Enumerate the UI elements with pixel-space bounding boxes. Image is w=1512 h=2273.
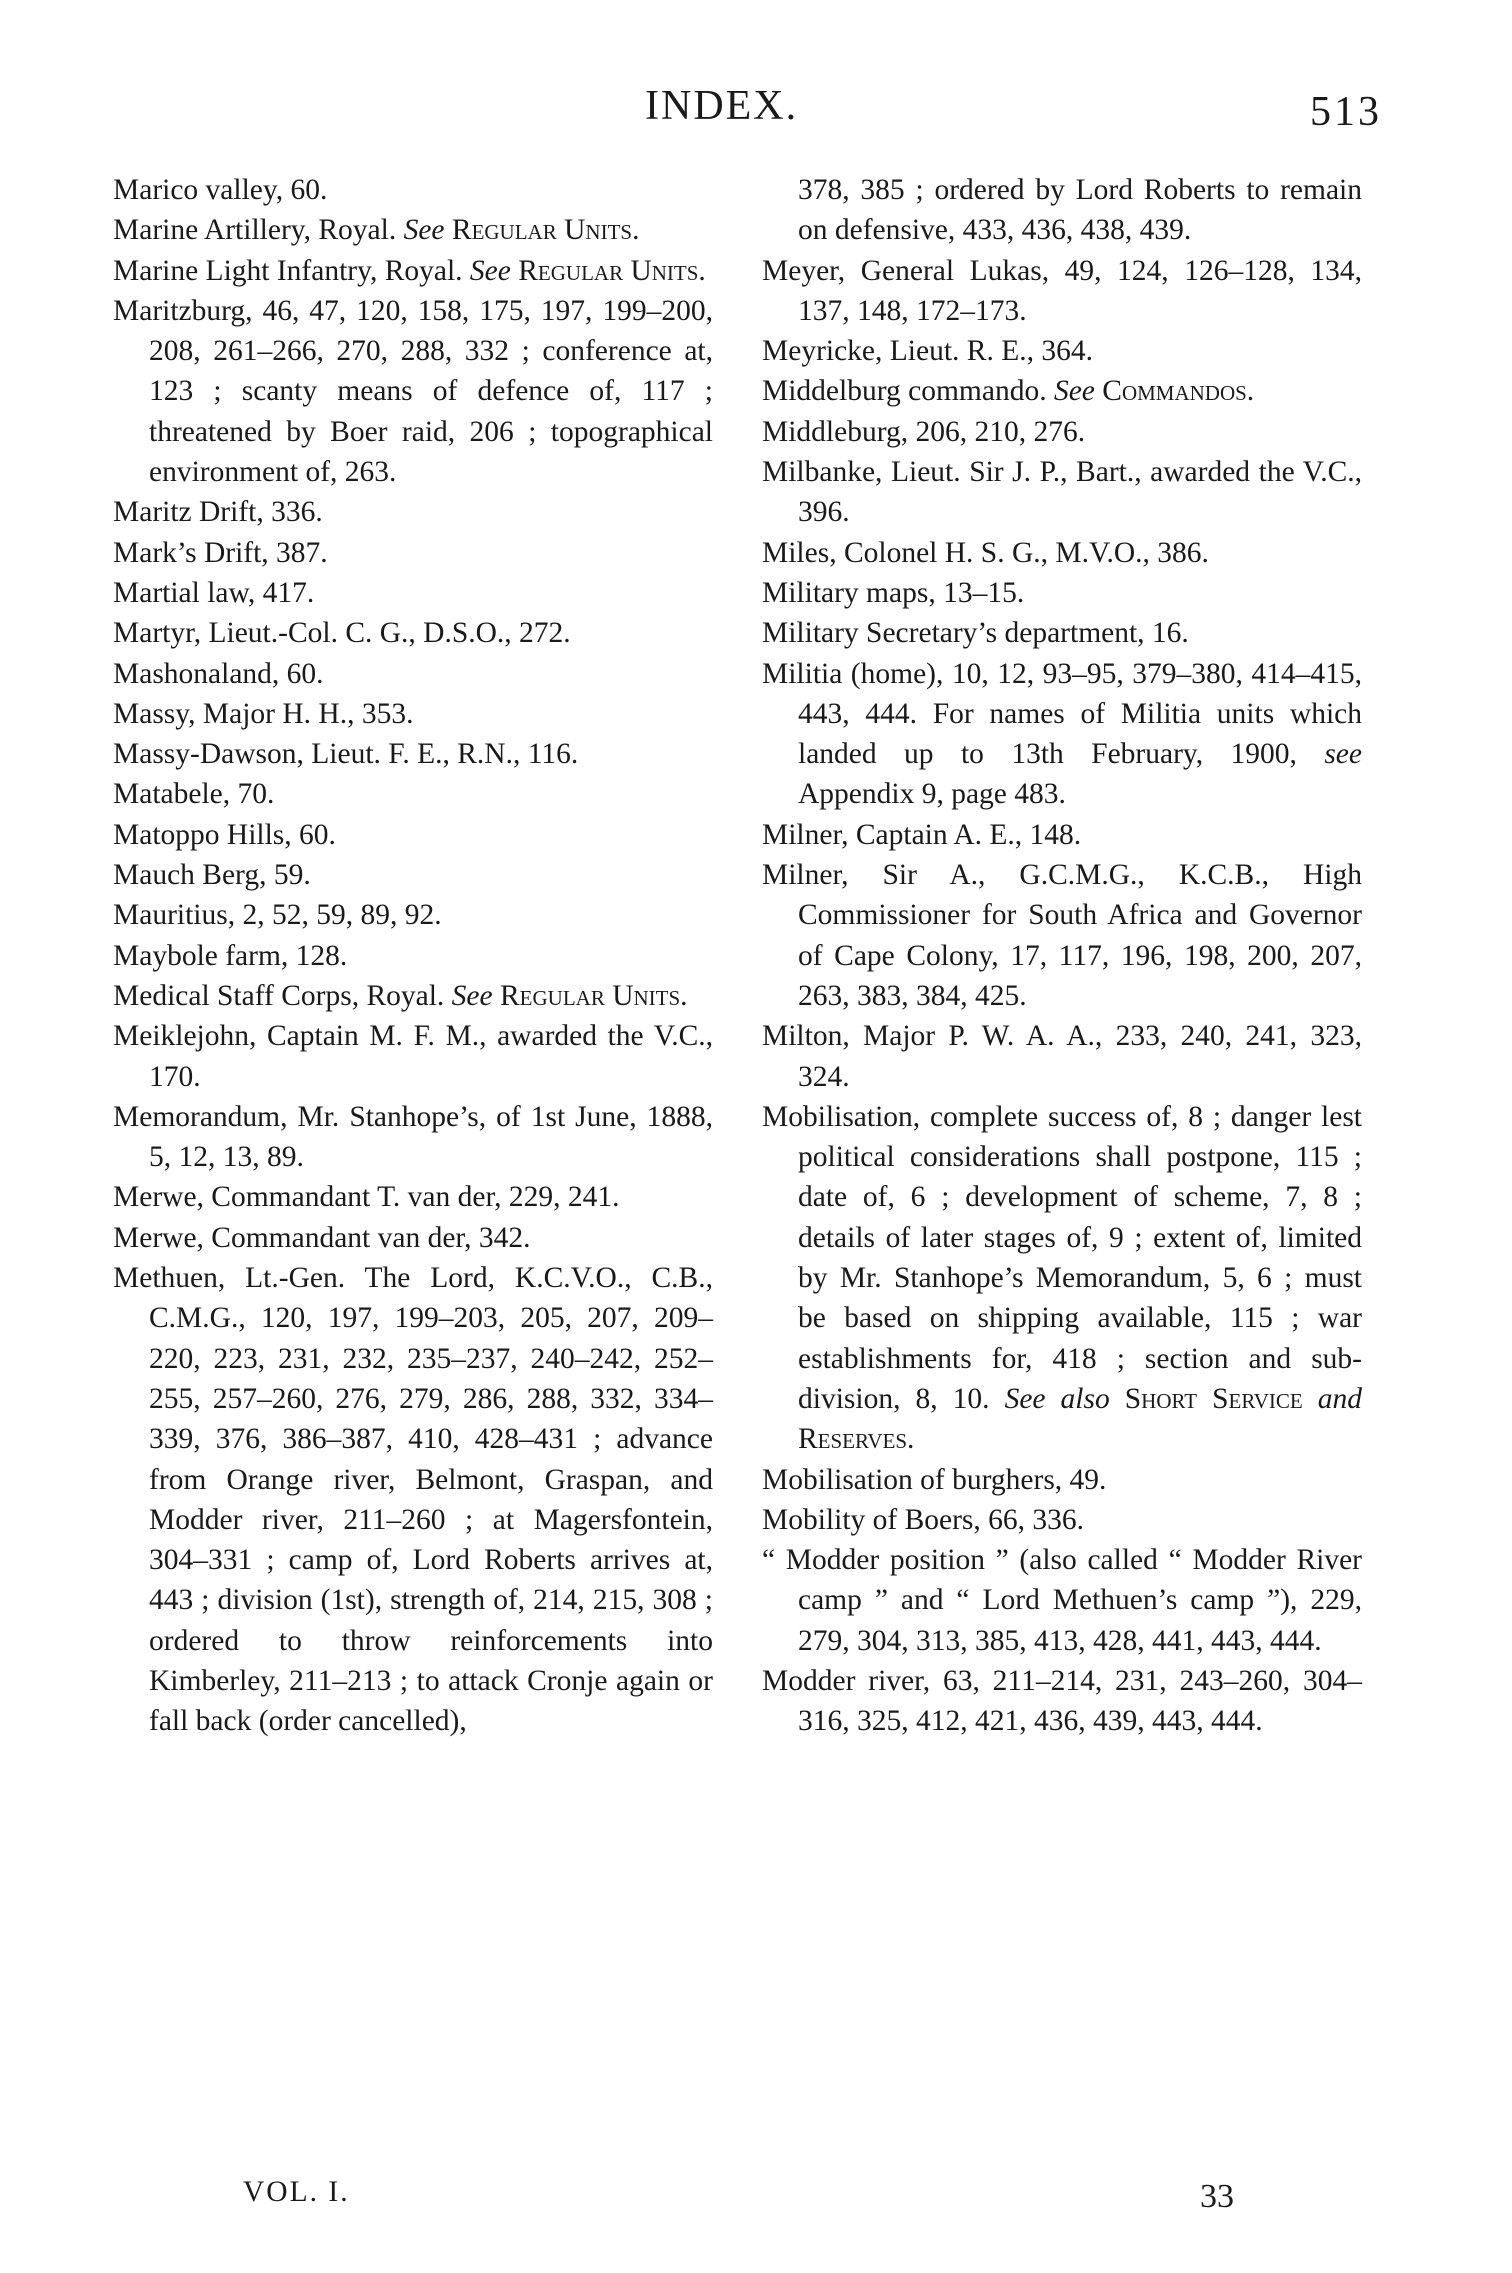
index-entry [762,412,1362,452]
index-entry [762,331,1362,371]
signature-mark: 33 [1200,2178,1234,2215]
index-entry [113,774,713,814]
entry-text: Martial law, 417. [113,576,315,609]
index-entry [113,734,713,774]
index-entry [113,613,713,653]
entry-text: Milbanke, Lieut. Sir J. P., Bart., awarded the V.C., 396. [762,456,1362,529]
entry-text: 378, 385 ; ordered by Lord Roberts to remain on defensive, 433, 436, 438, 439. [798,174,1362,247]
index-entry [762,452,1362,533]
index-entry [113,1097,713,1178]
index-column-right [762,170,1362,1742]
entry-text: Mashonaland, 60. [113,657,324,690]
entry-text: Massy-Dawson, Lieut. F. E., R.N., 116. [113,738,579,771]
entry-cross-reference: Reserves. [798,1423,915,1456]
index-entry [113,291,713,492]
entry-text: Miles, Colonel H. S. G., M.V.O., 386. [762,536,1209,569]
index-entry [762,573,1362,613]
entry-text: Milton, Major P. W. A. A., 233, 240, 241, 323, 324. [762,1020,1362,1093]
entry-cross-reference: Regular Units. [510,254,706,287]
volume-label: VOL. I. [243,2176,350,2208]
entry-text: Matoppo Hills, 60. [113,818,336,851]
entry-text: Methuen, Lt.-Gen. The Lord, K.C.V.O., C.B., C.M.G., 120, 197, 199–203, 205, 207, 209–220, 223, 231, 232, 235–237, 240–242, 252–255, 257–260, 276, 279, 286, 288, 332, 334–339, 376, 386–387, 410, 428–431 ; advance from Orange river, Belmont, Graspan, and Modder river, 211–260 ; at Magersfontein, 304–331 ; camp of, Lord Roberts arrives at, 443 ; division (1st), strength of, 214, 215, 308 ; ordered to throw reinforcements into Kimberley, 211–213 ; to attack Cronje again or fall back (order cancelled), [113,1262,713,1738]
entry-text: Milner, Captain A. E., 148. [762,818,1082,851]
index-entry [762,251,1362,332]
index-entry [113,1258,713,1742]
index-entry [113,170,713,210]
entry-text: Meiklejohn, Captain M. F. M., awarded the V.C., 170. [113,1020,713,1093]
entry-text: Mauch Berg, 59. [113,859,311,892]
entry-text: Medical Staff Corps, Royal. [113,979,452,1012]
entry-text: Merwe, Commandant T. van der, 229, 241. [113,1181,620,1214]
entry-italic-text: See [1053,375,1095,408]
index-entry [113,694,713,734]
index-entry [113,815,713,855]
entry-text: Appendix 9, page 483. [798,778,1066,811]
index-entry [762,371,1362,411]
index-entry [113,1177,713,1217]
page-number: 513 [1310,89,1382,135]
entry-cross-reference: Regular Units. [492,979,688,1012]
index-entry [113,654,713,694]
entry-text: Merwe, Commandant van der, 342. [113,1221,531,1254]
index-entry [113,492,713,532]
entry-italic-text: See [469,254,511,287]
index-entry [762,1540,1362,1661]
entry-text: Meyer, General Lukas, 49, 124, 126–128, 134, 137, 148, 172–173. [762,254,1362,327]
entry-text: Martyr, Lieut.-Col. C. G., D.S.O., 272. [113,617,571,650]
index-entry [113,533,713,573]
index-entry [762,613,1362,653]
entry-text: Mobilisation of burghers, 49. [762,1463,1107,1496]
entry-text: Middelburg commando. [762,375,1054,408]
index-entry [113,976,713,1016]
entry-text: Maritzburg, 46, 47, 120, 158, 175, 197, 199–200, 208, 261–266, 270, 288, 332 ; conference at, 123 ; scanty means of defence of, 117 ; threatened by Boer raid, 206 ; topographical environment of, 263. [113,294,713,489]
index-entry [113,1016,713,1097]
entry-text: Mark’s Drift, 387. [113,536,328,569]
running-head [0,82,1512,142]
index-entry [762,533,1362,573]
index-entry [113,1218,713,1258]
entry-text: Massy, Major H. H., 353. [113,697,414,730]
entry-text: Memorandum, Mr. Stanhope’s, of 1st June, 1888, 5, 12, 13, 89. [113,1100,713,1174]
index-entry [762,1661,1362,1742]
entry-text: Marine Artillery, Royal. [113,214,404,247]
entry-text: Modder river, 63, 211–214, 231, 243–260, 304–316, 325, 412, 421, 436, 439, 443, 444. [762,1664,1362,1738]
index-entry [762,1016,1362,1097]
index-entry [762,1097,1362,1460]
entry-text: Marine Light Infantry, Royal. [113,254,470,287]
entry-cross-reference: Short Service [1109,1382,1318,1415]
entry-italic-text: See [403,214,445,247]
entry-italic-text: and [1317,1382,1362,1415]
entry-text: Maybole farm, 128. [113,939,348,972]
entry-text: Mobility of Boers, 66, 336. [762,1503,1085,1536]
entry-text: Matabele, 70. [113,778,275,811]
entry-italic-text: See [451,979,493,1012]
entry-text: Marico valley, 60. [113,174,328,206]
entry-text: Meyricke, Lieut. R. E., 364. [762,335,1093,368]
entry-cross-reference: Commandos. [1094,375,1255,408]
index-entry [762,1460,1362,1500]
index-entry [113,936,713,976]
index-entry [762,815,1362,855]
index-column-left [113,170,713,1742]
index-entry [762,855,1362,1016]
running-title: INDEX. [645,83,799,129]
index-entry [762,654,1362,815]
entry-text: “ Modder position ” (also called “ Modder River camp ” and “ Lord Methuen’s camp ”), 229, 279, 304, 313, 385, 413, 428, 441, 443, 444. [762,1544,1362,1657]
index-entry-continuation [762,170,1362,251]
entry-text: Milner, Sir A., G.C.M.G., K.C.B., High Commissioner for South Africa and Governor of Cape Colony, 17, 117, 196, 198, 200, 207, 263, 383, 384, 425. [762,859,1362,1012]
index-entry [113,573,713,613]
entry-text: Military Secretary’s department, 16. [762,617,1189,650]
entry-italic-text: See also [1004,1382,1110,1415]
index-entry [113,895,713,935]
entry-text: Mauritius, 2, 52, 59, 89, 92. [113,899,442,932]
entry-italic-text: see [1324,738,1362,771]
index-entry [113,210,713,250]
index-entry [762,1500,1362,1540]
index-entry [113,855,713,895]
entry-text: Mobilisation, complete success of, 8 ; danger lest political considerations shall postpone, 115 ; date of, 6 ; development of scheme, 7, 8 ; details of later stages of, 9 ; extent of, limited by Mr. Stanhope’s Memorandum, 5, 6 ; must be based on shipping available, 115 ; war establishments for, 418 ; section and sub-division, 8, 10. [762,1100,1362,1415]
entry-cross-reference: Regular Units. [444,214,640,247]
entry-text: Middleburg, 206, 210, 276. [762,415,1086,448]
index-entry [113,251,713,291]
entry-text: Militia (home), 10, 12, 93–95, 379–380, 414–415, 443, 444. For names of Militia units which landed up to 13th February, 1900, [762,657,1362,771]
entry-text: Military maps, 13–15. [762,576,1025,609]
entry-text: Maritz Drift, 336. [113,496,323,529]
